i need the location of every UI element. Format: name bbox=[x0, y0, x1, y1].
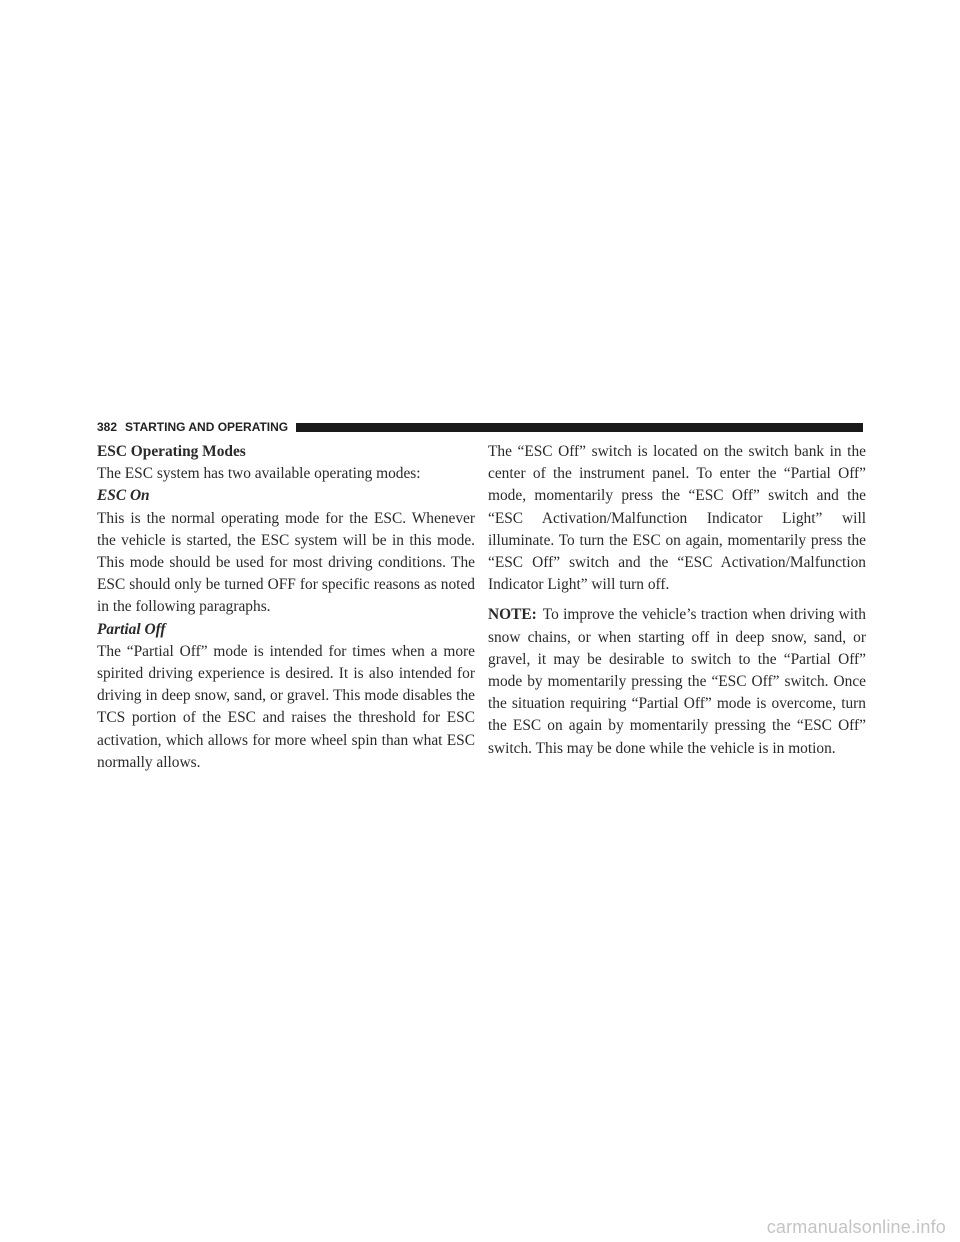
note-label: NOTE: bbox=[488, 606, 537, 624]
note-text: To improve the vehicle’s traction when driving with snow chains, or when starting off in deep snow, sand, or gravel, it may be desirable to switch to the “Partial Off” mode by momentarily pressing the “ESC Off” switch. Once the situation requiring “Partial Off” mode is overcome, turn the ESC on again by momentarily pressing the “ESC Off” switch. This may be done while the vehicle is in motion. bbox=[488, 606, 866, 757]
esc-on-heading: ESC On bbox=[97, 487, 150, 505]
section-title: STARTING AND OPERATING bbox=[125, 420, 289, 434]
esc-off-switch-paragraph: The “ESC Off” switch is located on the switch bank in the center of the instrument panel. To enter the “Partial Off” mode, momentarily press the “ESC Off” switch and the “ESC Activation/Malfunction Indicator Light” will illuminate. To turn the ESC on again, momentarily press the “ESC Off” switch and the “ESC Activation/Malfunction Indicator Light” will turn off. bbox=[488, 443, 866, 594]
esc-on-paragraph: This is the normal operating mode for the ESC. Whenever the vehicle is started, the ESC system will be in this mode. This mode should be used for most driving conditions. The ESC should only be turned OFF for specific reasons as noted in the following paragraphs. bbox=[97, 509, 475, 616]
header-rule bbox=[296, 423, 863, 432]
page-number: 382 bbox=[97, 420, 118, 434]
note-paragraph bbox=[488, 604, 866, 759]
esc-modes-intro: The ESC system has two available operating modes: bbox=[97, 465, 421, 483]
partial-off-heading: Partial Off bbox=[97, 620, 166, 638]
watermark: carmanualsonline.info bbox=[766, 1217, 946, 1237]
right-column bbox=[488, 441, 866, 760]
left-column bbox=[97, 441, 475, 774]
page-header bbox=[97, 418, 863, 436]
partial-off-paragraph: The “Partial Off” mode is intended for times when a more spirited driving experience is desired. It is also intended for driving in deep snow, sand, or gravel. This mode disables the TCS portion of the ESC and raises the threshold for ESC activation, which allows for more wheel spin than what ESC normally allows. bbox=[97, 642, 475, 771]
esc-modes-heading: ESC Operating Modes bbox=[97, 443, 246, 460]
